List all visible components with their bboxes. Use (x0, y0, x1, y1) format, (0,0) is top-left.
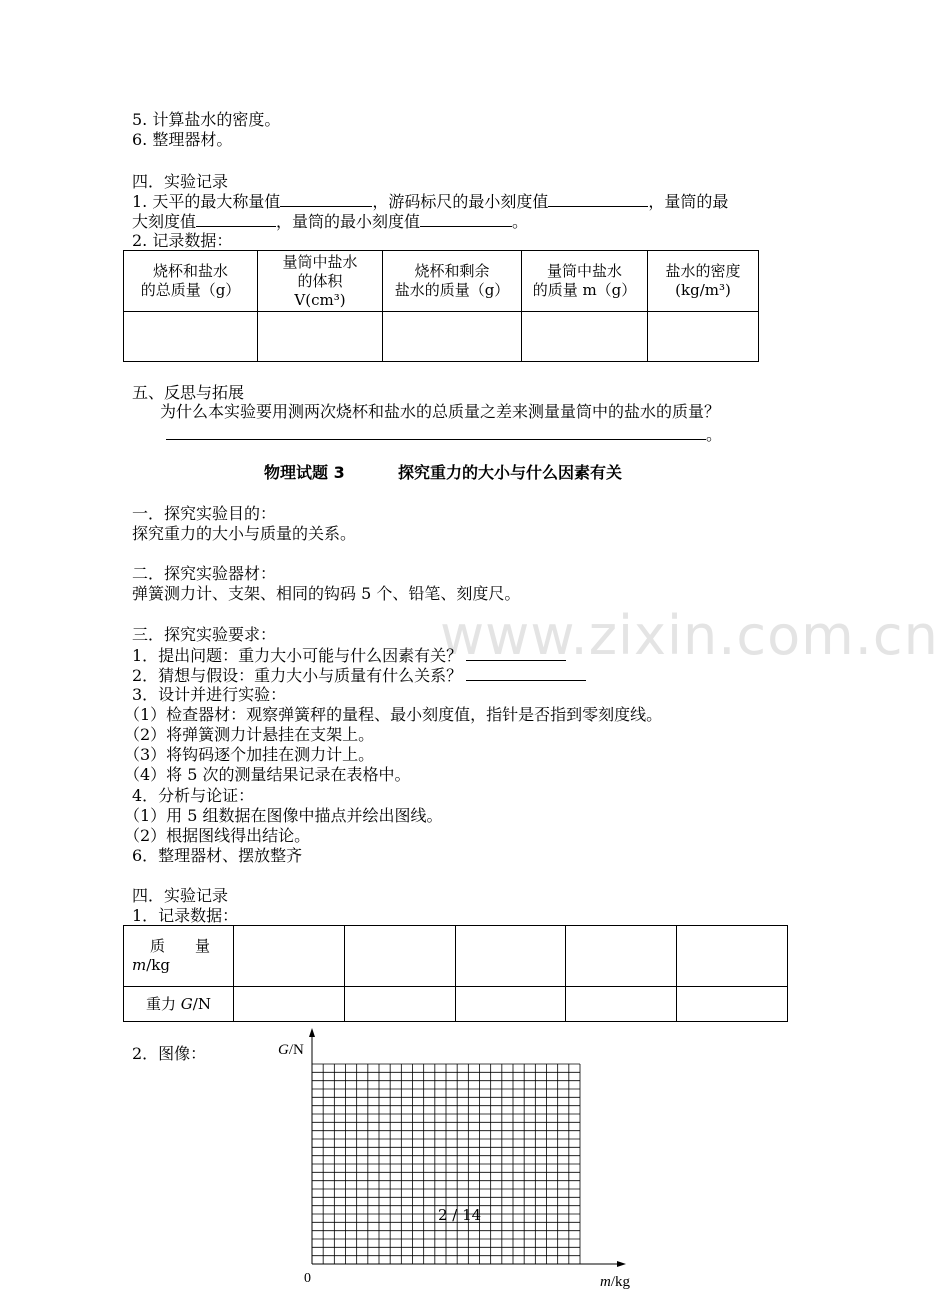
table-cell[interactable] (648, 312, 759, 362)
table-row (124, 312, 759, 362)
graph-label: 2．图像： (132, 1044, 207, 1063)
mass-row-label (124, 926, 234, 987)
record1-data-label: 2. 记录数据： (132, 231, 233, 250)
y-axis-arrow-icon (309, 1028, 315, 1037)
vernier-min-scale-blank[interactable] (548, 191, 648, 207)
equipment-heading: 二．探究实验器材： (132, 564, 277, 583)
origin-label: 0 (304, 1271, 311, 1286)
x-axis-label: m/kg (600, 1274, 631, 1290)
g-m-graph (280, 1024, 640, 1292)
header-density: 盐水的密度 (kg/m³) (648, 251, 759, 312)
equipment-text: 弹簧测力计、支架、相同的钩码 5 个、铅笔、刻度尺。 (132, 584, 521, 603)
step-5: 5. 计算盐水的密度。 (132, 110, 281, 129)
reflect-answer-line (166, 424, 722, 445)
requirement-line: 2．猜想与假设：重力大小与质量有什么关系？ (132, 665, 586, 686)
table-cell[interactable] (566, 926, 677, 987)
x-axis-arrow-icon (617, 1261, 626, 1267)
header-total-mass: 烧杯和盐水 的总质量（g） (124, 251, 258, 312)
question-answer-blank[interactable] (466, 645, 566, 661)
table-cell[interactable] (456, 987, 566, 1022)
line2-text-b: ，量筒的最小刻度值 (276, 212, 421, 231)
table-cell[interactable] (456, 926, 566, 987)
mass-row (124, 926, 788, 987)
requirement-line: （2）根据图线得出结论。 (124, 826, 311, 845)
mass-label-text: 质 量 (150, 937, 211, 955)
line2-text-c: 。 (512, 212, 529, 231)
reflect-question: 为什么本实验要用测两次烧杯和盐水的总质量之差来测量量筒中的盐水的质量？ (160, 402, 721, 421)
gravity-data-table (123, 925, 788, 1022)
record1-line1 (132, 191, 728, 212)
requirement-line: （3）将钩码逐个加挂在测力计上。 (124, 745, 375, 764)
table-cell[interactable] (566, 987, 677, 1022)
cylinder-min-blank[interactable] (420, 211, 512, 227)
table-cell[interactable] (677, 926, 788, 987)
line1-text-a: 1. 天平的最大称量值 (132, 192, 281, 211)
table-header-row (124, 251, 759, 312)
cylinder-max-blank[interactable] (196, 211, 276, 227)
table-cell[interactable] (345, 987, 456, 1022)
record2-heading: 四．实验记录 (132, 886, 229, 905)
table-cell[interactable] (383, 312, 522, 362)
table-cell[interactable] (234, 926, 345, 987)
page-number: 2 / 14 (438, 1206, 482, 1224)
reflect-heading: 五、反思与拓展 (132, 383, 245, 402)
requirement-line: （2）将弹簧测力计悬挂在支架上。 (124, 725, 375, 744)
y-axis-label: G/N (278, 1042, 304, 1058)
max-capacity-blank[interactable] (280, 191, 372, 207)
table-cell[interactable] (258, 312, 383, 362)
table-cell[interactable] (677, 987, 788, 1022)
hypothesis-answer-blank[interactable] (466, 665, 586, 681)
exam-title-topic: 探究重力的大小与什么因素有关 (398, 463, 623, 482)
table-cell[interactable] (124, 312, 258, 362)
requirement-line: 1．提出问题：重力大小可能与什么因素有关？ (132, 645, 566, 666)
watermark: www.zixin.com.cn (440, 604, 939, 667)
requirements-heading: 三．探究实验要求： (132, 625, 277, 644)
requirement-line: （1）用 5 组数据在图像中描点并绘出图线。 (124, 806, 443, 825)
purpose-text: 探究重力的大小与质量的关系。 (132, 524, 357, 543)
requirement-line: （1）检查器材：观察弹簧秤的量程、最小刻度值，指针是否指到零刻度线。 (124, 705, 663, 724)
record2-data-label: 1．记录数据： (132, 906, 239, 925)
line1-text-b: ，游码标尺的最小刻度值 (372, 192, 549, 211)
gravity-row (124, 987, 788, 1022)
record1-line2 (132, 211, 528, 232)
record1-heading: 四．实验记录 (132, 172, 229, 191)
header-volume: 量筒中盐水 的体积 V(cm³) (258, 251, 383, 312)
exam-title-label: 物理试题 3 (264, 463, 345, 482)
table-cell[interactable] (522, 312, 648, 362)
purpose-heading: 一．探究实验目的： (132, 504, 277, 523)
requirement-line: （4）将 5 次的测量结果记录在表格中。 (124, 765, 411, 784)
requirement-line: 4．分析与论证： (132, 786, 255, 805)
table-cell[interactable] (234, 987, 345, 1022)
table-cell[interactable] (345, 926, 456, 987)
saltwater-data-table (123, 250, 759, 362)
line1-text-c: ，量筒的最 (648, 192, 729, 211)
graph-grid (312, 1064, 580, 1264)
header-cylinder-mass: 量筒中盐水 的质量 m（g） (522, 251, 648, 312)
step-6: 6. 整理器材。 (132, 130, 233, 149)
header-remaining-mass: 烧杯和剩余 盐水的质量（g） (383, 251, 522, 312)
requirement-line: 3．设计并进行实验： (132, 685, 287, 704)
gravity-row-label: 重力 G/N (124, 987, 234, 1022)
reflect-end: 。 (706, 425, 723, 444)
reflect-answer-blank[interactable] (166, 424, 706, 440)
requirement-line: 6．整理器材、摆放整齐 (132, 846, 303, 865)
mass-label-unit: m/kg (132, 956, 170, 974)
line2-text-a: 大刻度值 (132, 212, 197, 231)
